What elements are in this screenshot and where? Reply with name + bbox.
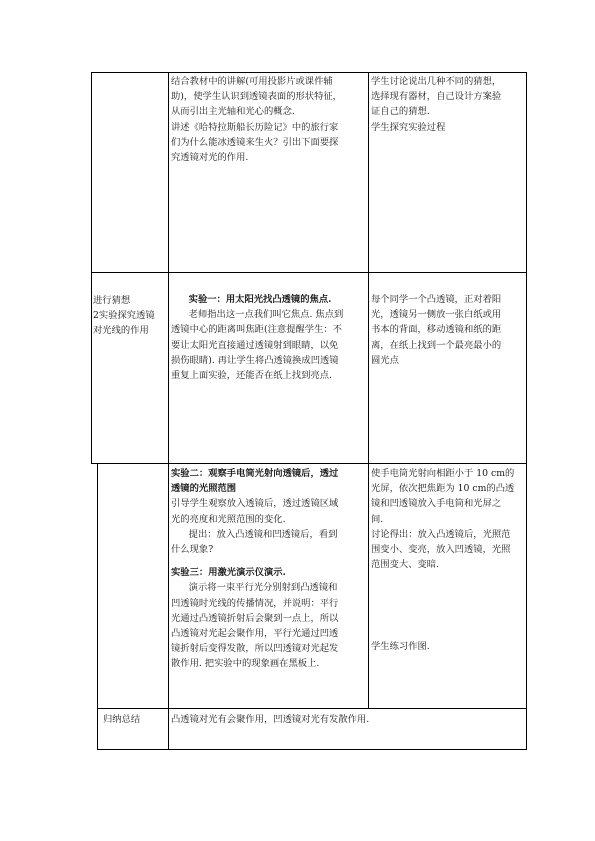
text-line: 从而引出主光轴和光心的概念. [171,106,295,118]
table2-border-col2 [368,463,369,708]
experiment-1-student [371,292,524,368]
spacer [171,557,366,565]
text-line: 镜和凹透镜放入手电筒和光屏之 [371,498,502,510]
text-line: 凸透镜对光有会聚作用，凹透镜对光有发散作用. [171,714,370,725]
table2-border-row [97,708,527,709]
text-line: 老师指出这一点我们叫它焦点. 焦点到 [188,309,344,321]
experiment-2-3-teacher [171,466,366,672]
text-line: 演示将一束平行光分别射到凸透镜和 [188,582,338,594]
text-line: 引导学生观察放入透镜后，透过透镜区域 [171,498,339,510]
summary-content [171,712,523,727]
experiment-2-student [371,466,526,572]
experiment-2-title: 实验二：观察手电筒光射向透镜后，透过 [171,468,339,479]
table1-border-bottom [91,463,527,464]
text-line: 圆光点 [371,354,399,366]
table1-border-top [91,72,527,73]
text-line: 离，在纸上找到一个最亮最小的 [371,339,502,351]
table2-border-bottom [97,749,527,750]
text-line: 助)，使学生认识到透镜表面的形状特征， [171,91,342,103]
table1-border-col2 [368,72,369,464]
text-line: 证自己的猜想. [371,106,430,118]
text-line: 学生练习作图. [371,641,430,652]
text-line: 重复上面实验，还能否在纸上找到亮点. [171,370,333,382]
table1-border-row [91,272,527,273]
table2-border-left [97,463,98,750]
text-line: 讨论得出：放入凸透镜后，光照范 [371,528,511,540]
text-line: 2实验探究透镜 [93,310,155,322]
intro-student-activity [371,74,524,135]
text-line: 凸透镜对光起会聚作用，平行光通过凹透 [171,628,339,640]
intro-teacher-activity [171,74,366,165]
table1-border-right [526,72,527,464]
experiment-1-teacher [171,292,366,383]
text-line: 进行猜想 [93,295,131,306]
text-line: 选择现有器材，自己设计方案验 [371,91,502,103]
text-line: 光的亮度和光照范围的变化. [171,513,286,525]
text-line: 究透镜对光的作用. [171,152,249,164]
text-line: 要让太阳光直接通过透镜射到眼睛，以免 [171,339,339,351]
table1-border-left [91,72,92,464]
experiment-3-title: 实验三：用激光演示仪演示. [171,567,286,579]
text-line: 光通过凸透镜折射后会聚到一点上，所以 [171,612,339,624]
experiment-3-student [371,639,524,654]
text-line: 每个同学一个凸透镜，正对着阳 [371,294,502,305]
text-line: 什么现象? [171,544,214,556]
table2-border-right [526,463,527,750]
text-line: 归纳总结 [103,714,141,725]
text-line: 间. [371,513,384,525]
experiment-2-title-cont: 透镜的光照范围 [171,483,237,495]
table2-border-col1 [168,463,169,750]
stage-label-summary [103,712,167,727]
text-line: 讲述《哈特拉斯船长历险记》中的旅行家 [171,121,339,133]
text-line: 围变小、变亮，放入凹透镜，光照 [371,544,511,556]
text-line: 散作用. 把实验中的现象画在黑板上. [171,658,320,670]
text-line: 学生讨论说出几种不同的猜想， [371,76,502,87]
text-line: 镜折射后变得发散，所以凹透镜对光起发 [171,643,339,655]
table1-border-col1 [168,72,169,464]
text-line: 学生探究实验过程 [371,121,446,133]
experiment-1-title: 实验一：用太阳光找凸透镜的焦点. [188,294,332,305]
text-line: 凹透镜时光线的传播情况，并说明：平行 [171,597,339,609]
text-line: 光屏，依次把焦距为 10 cm的凸透 [371,483,515,495]
text-line: 对光线的作用 [93,325,149,337]
text-line: 们为什么能冰透镜来生火？引出下面要探 [171,136,339,148]
text-line: 提出：放入凸透镜和凹透镜后，看到 [188,528,338,540]
stage-label-guess [93,293,167,339]
text-line: 透镜中心的距离叫焦距(注意提醒学生：不 [171,324,342,336]
text-line: 光，透镜另一侧放一张白纸或用 [371,309,502,321]
text-line: 书本的背面，移动透镜和纸的距 [371,324,502,336]
text-line: 损伤眼睛). 再让学生将凸透镜换成凹透镜 [171,354,339,366]
text-line: 使手电筒光射向相距小于 10 cm的 [371,468,515,479]
text-line: 范围变大、变暗. [371,559,440,571]
text-line: 结合教材中的讲解(可用投影片或课件辅 [171,76,333,87]
